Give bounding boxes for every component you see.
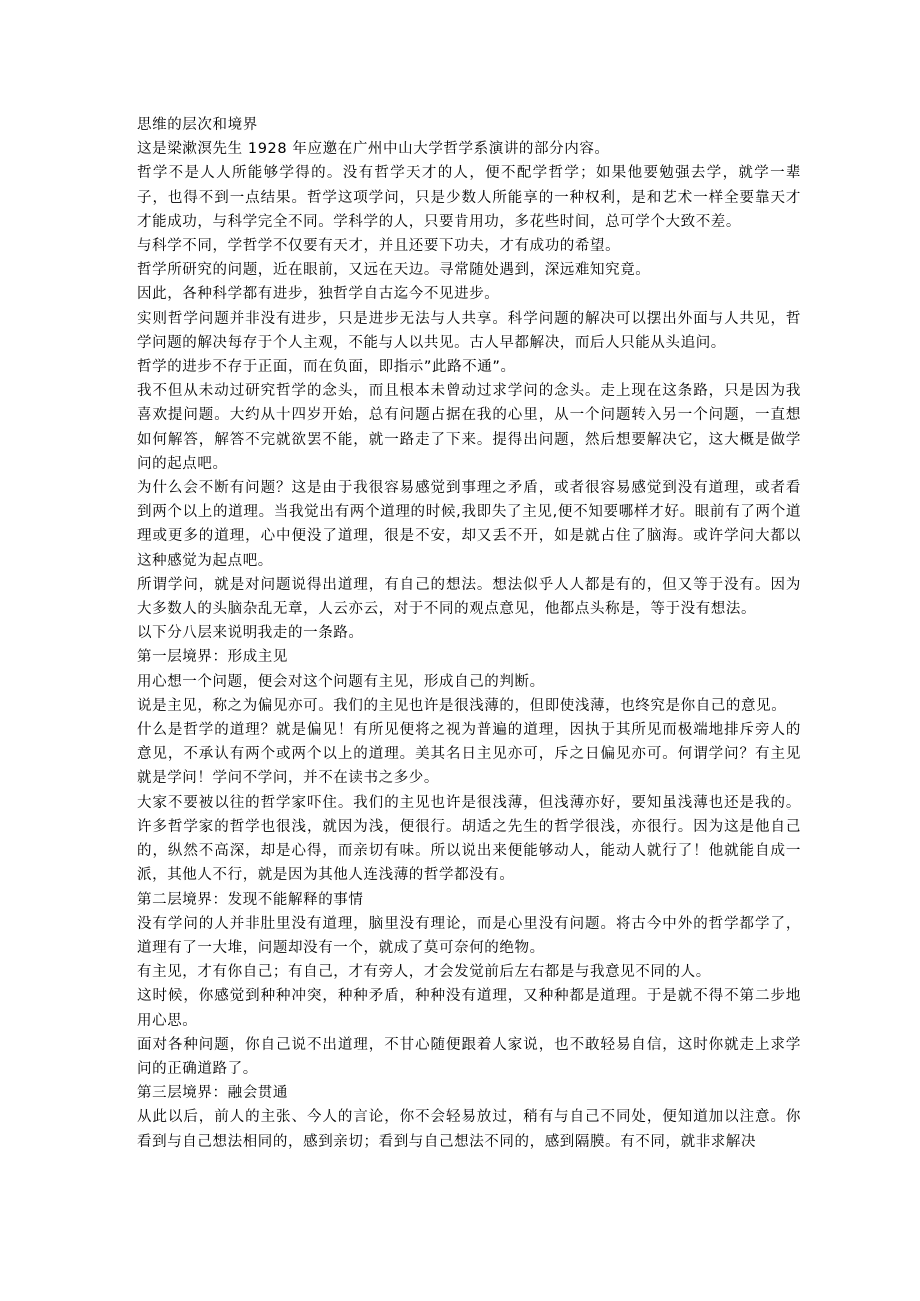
paragraph: 说是主见，称之为偏见亦可。我们的主见也许是很浅薄的，但即使浅薄，也终究是你自己的意见。 bbox=[137, 697, 787, 714]
paragraph: 什么是哲学的道理？就是偏见！有所见便将之视为普遍的道理，因执于其所见而极端地排斥旁人的意见，不承认有两个或两个以上的道理。美其名日主见亦可，斥之日偏见亦可。何谓学问？有主见就是学问！学问不学问，并不在读书之多少。 bbox=[137, 722, 801, 787]
section-heading: 第一层境界：形成主见 bbox=[137, 649, 288, 666]
paragraph: 哲学的进步不存于正面，而在负面，即指示”此路不通”。 bbox=[137, 359, 516, 376]
paragraph: 哲学所研究的问题，近在眼前，又远在天边。寻常随处遇到，深远难知究竟。 bbox=[137, 262, 651, 279]
document-page bbox=[137, 113, 801, 1154]
paragraph: 哲学不是人人所能够学得的。没有哲学天才的人，便不配学哲学；如果他要勉强去学，就学一辈子，也得不到一点结果。哲学这项学问，只是少数人所能享的一种权利，是和艺术一样全要靠天才才能成功，与科学完全不同。学科学的人，只要肯用功，多花些时间，总可学个大致不差。 bbox=[137, 165, 801, 230]
paragraph: 为什么会不断有问题？这是由于我很容易感觉到事理之矛盾，或者很容易感觉到没有道理，或者看到两个以上的道理。当我觉出有两个道理的时候,我即失了主见,便不知要哪样才好。眼前有了两个道理或更多的道理，心中便没了道理，很是不安，却又丢不开，如是就占住了脑海。或许学问大都以这种感觉为起点吧。 bbox=[137, 480, 801, 569]
paragraph: 从此以后，前人的主张、今人的言论，你不会轻易放过，稍有与自己不同处，便知道加以注意。你看到与自己想法相同的，感到亲切；看到与自己想法不同的，感到隔膜。有不同，就非求解决 bbox=[137, 1109, 801, 1150]
paragraph: 用心想一个问题，便会对这个问题有主见，形成自己的判断。 bbox=[137, 673, 545, 690]
paragraph: 没有学问的人并非肚里没有道理，脑里没有理论，而是心里没有问题。将古今中外的哲学都学了，道理有了一大堆，问题却没有一个，就成了莫可奈何的绝物。 bbox=[137, 915, 801, 956]
document-intro: 这是梁漱溟先生 1928 年应邀在广州中山大学哲学系演讲的部分内容。 bbox=[137, 141, 610, 158]
document-body bbox=[137, 161, 801, 1153]
paragraph: 所谓学问，就是对问题说得出道理，有自己的想法。想法似乎人人都是有的，但又等于没有。因为大多数人的头脑杂乱无章，人云亦云，对于不同的观点意见，他都点头称是，等于没有想法。 bbox=[137, 576, 801, 618]
section-heading: 第二层境界：发现不能解释的事情 bbox=[137, 891, 364, 908]
paragraph: 以下分八层来说明我走的一条路。 bbox=[137, 625, 364, 642]
paragraph: 因此，各种科学都有进步，独哲学自古迄今不见进步。 bbox=[137, 286, 500, 303]
paragraph: 面对各种问题，你自己说不出道理，不甘心随便跟着人家说，也不敢轻易自信，这时你就走上求学问的正确道路了。 bbox=[137, 1036, 801, 1077]
paragraph: 大家不要被以往的哲学家吓住。我们的主见也许是很浅薄，但浅薄亦好，要知虽浅薄也还是我的。许多哲学家的哲学也很浅，就因为浅，便很行。胡适之先生的哲学很浅，亦很行。因为这是他自己的，纵然不高深，却是心得，而亲切有味。所以说出来便能够动人，能动人就行了！他就能自成一派，其他人不行，就是因为其他人连浅薄的哲学都没有。 bbox=[137, 794, 801, 884]
paragraph: 与科学不同，学哲学不仅要有天才，并且还要下功夫，才有成功的希望。 bbox=[137, 238, 621, 255]
paragraph: 我不但从未动过研究哲学的念头，而且根本未曾动过求学问的念头。走上现在这条路，只是因为我喜欢提问题。大约从十四岁开始，总有问题占据在我的心里，从一个问题转入另一个问题，一直想如何解答，解答不完就欲罢不能，就一路走了下来。提得出问题，然后想要解决它，这大概是做学问的起点吧。 bbox=[137, 383, 801, 472]
document-title: 思维的层次和境界 bbox=[137, 117, 258, 133]
paragraph: 实则哲学问题并非没有进步，只是进步无法与人共享。科学问题的解决可以摆出外面与人共见，哲学问题的解决每存于个人主观，不能与人以共见。古人早都解决，而后人只能从头追问。 bbox=[137, 310, 801, 351]
section-heading: 第三层境界：融会贯通 bbox=[137, 1085, 288, 1102]
paragraph: 有主见，才有你自己；有自己，才有旁人，才会发觉前后左右都是与我意见不同的人。 bbox=[137, 964, 711, 981]
paragraph: 这时候，你感觉到种种冲突，种种矛盾，种种没有道理，又种种都是道理。于是就不得不第二步地用心思。 bbox=[137, 988, 801, 1029]
